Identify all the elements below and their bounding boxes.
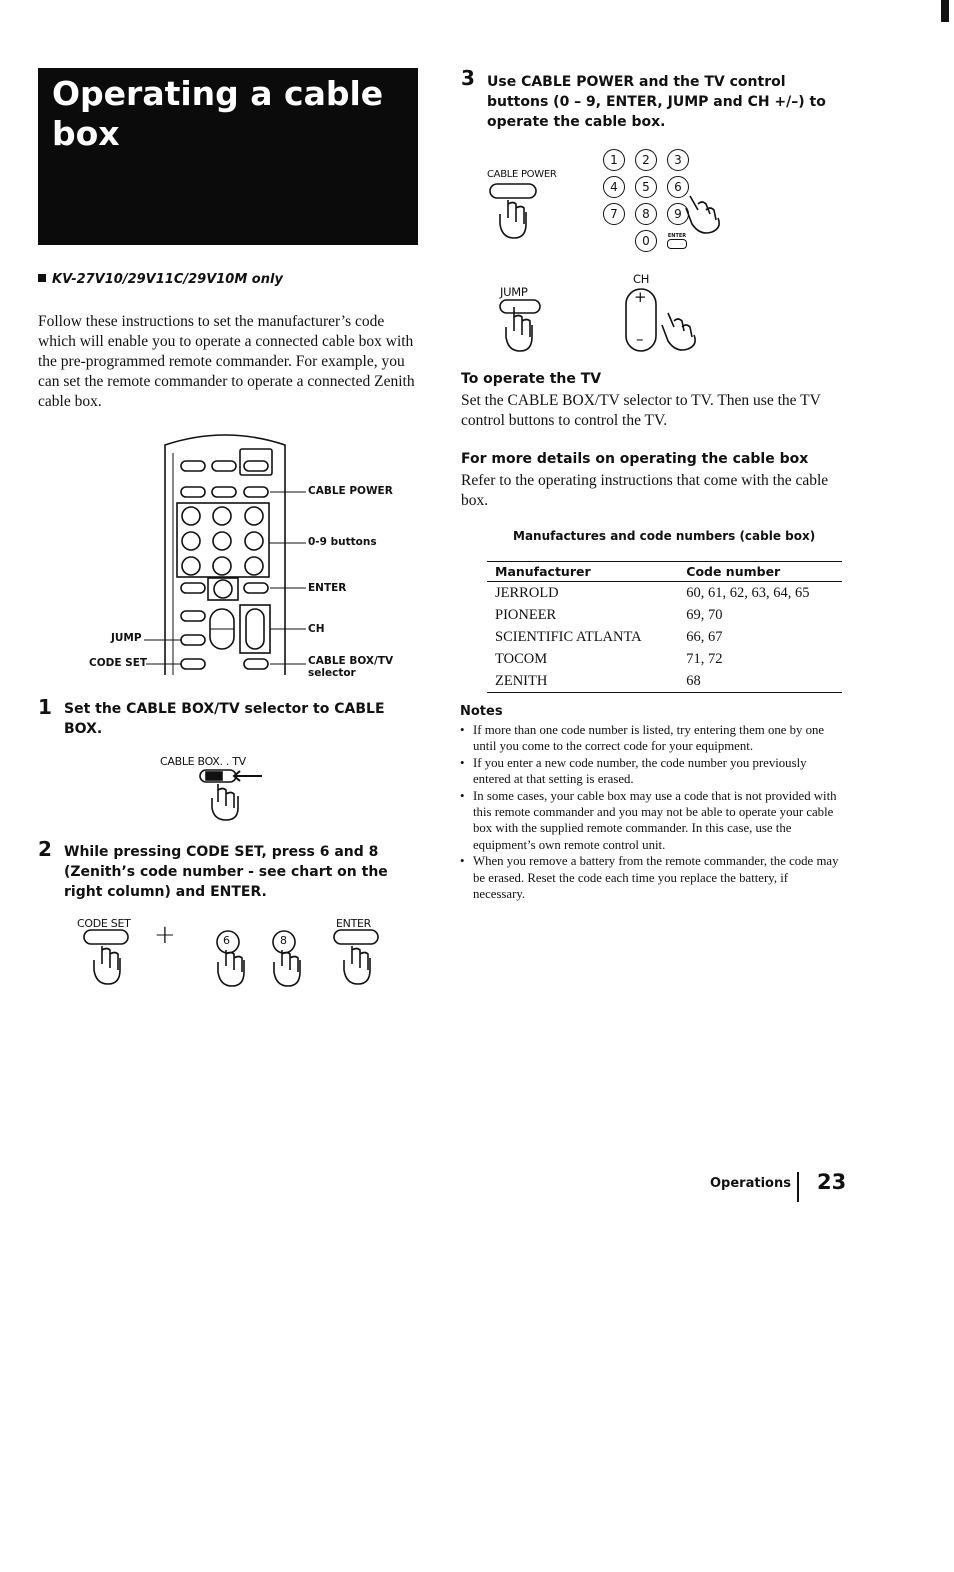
hand-icon xyxy=(274,950,300,986)
digit-1-key: 1 xyxy=(603,149,625,171)
manufacturer-cell: JERROLD xyxy=(495,584,559,601)
ch-button xyxy=(246,609,264,649)
footer-divider xyxy=(797,1172,799,1202)
table-row xyxy=(487,670,842,693)
cable-power-hand-figure xyxy=(486,180,546,240)
note-item: • If more than one code number is listed, try entering them one by one until you come to the correct code for your equipment. xyxy=(460,722,840,755)
step-2-number: 2 xyxy=(38,837,52,861)
label-code-set: CODE SET xyxy=(89,657,148,669)
step-3-text: Use CABLE POWER and the TV control buttons (0 – 9, ENTER, JUMP and CH +/–) to operate the cable box. xyxy=(487,74,826,130)
enter-key-label: ENTER xyxy=(667,233,687,239)
digit-5-key: 5 xyxy=(635,176,657,198)
remote-illustration xyxy=(80,425,420,687)
step-2-text: While pressing CODE SET, press 6 and 8 (Zenith’s code number - see chart on the right column) and ENTER. xyxy=(64,844,388,900)
label-jump: JUMP xyxy=(111,632,142,644)
digit-4-key: 4 xyxy=(603,176,625,198)
hand-icon xyxy=(218,950,244,986)
label-0-9-buttons: 0-9 buttons xyxy=(308,536,377,548)
label-selector-line1: CABLE BOX/TV xyxy=(308,655,394,667)
hand-icon xyxy=(500,200,526,238)
digit-6-figure-label: 6 xyxy=(223,934,230,947)
manufacturer-cell: PIONEER xyxy=(495,606,557,623)
jump-button xyxy=(181,635,205,645)
digit-0-key: 0 xyxy=(635,230,657,252)
step-3-ch-label: CH xyxy=(633,272,650,286)
enter-key xyxy=(667,239,687,249)
notes-heading: Notes xyxy=(460,704,503,719)
label-selector xyxy=(308,655,393,679)
notes-list xyxy=(460,722,840,902)
table-caption: Manufactures and code numbers (cable box) xyxy=(513,529,816,543)
digit-3-key: 3 xyxy=(667,149,689,171)
note-item: • In some cases, your cable box may use a code that is not provided with this remote commander and you may not be able to operate your cable box with the supplied remote commander. In this case, use the equipment’s own remote control unit. xyxy=(460,788,840,854)
code-cell: 60, 61, 62, 63, 64, 65 xyxy=(686,584,810,601)
operate-tv-text: Set the CABLE BOX/TV selector to TV. Then use the TV control buttons to control the TV. xyxy=(461,392,821,429)
hand-icon xyxy=(686,196,719,233)
code-set-button xyxy=(181,659,205,669)
edge-tab-mark xyxy=(941,0,949,22)
more-details-heading: For more details on operating the cable box xyxy=(461,451,809,467)
hand-icon xyxy=(94,946,120,984)
page-title: Operating a cable box xyxy=(52,74,384,153)
code-cell: 71, 72 xyxy=(686,650,723,667)
model-note-text: KV-27V10/29V11C/29V10M only xyxy=(52,272,283,287)
keypad-hand-figure xyxy=(680,190,726,240)
step-2-code-set-label: CODE SET xyxy=(77,917,131,930)
model-note xyxy=(38,272,283,287)
step-3-number: 3 xyxy=(461,66,475,90)
selector-switch xyxy=(244,659,268,669)
enter-button-figure xyxy=(334,930,378,944)
note-item: • If you enter a new code number, the code number you previously entered at that setting is erased. xyxy=(460,755,840,788)
label-enter: ENTER xyxy=(308,582,347,594)
step-1-figure-label: CABLE BOX. . TV xyxy=(160,755,246,768)
digit-8-figure-label: 8 xyxy=(280,934,287,947)
step-2-enter-label: ENTER xyxy=(336,917,371,930)
manufacturer-cell: ZENITH xyxy=(487,670,678,693)
step-1-number: 1 xyxy=(38,695,52,719)
footer-section-name: Operations xyxy=(710,1176,791,1191)
step-2-hands-figure xyxy=(76,928,386,988)
selector-hand-figure xyxy=(196,766,276,822)
code-table xyxy=(487,561,842,693)
code-cell: 68 xyxy=(678,670,842,693)
label-ch: CH xyxy=(308,623,325,635)
page-number: 23 xyxy=(817,1170,847,1194)
table-row xyxy=(487,648,842,670)
enter-button xyxy=(244,583,268,593)
more-details-text: Refer to the operating instructions that come with the cable box. xyxy=(461,472,829,509)
column-header-manufacturer: Manufacturer xyxy=(487,562,678,582)
table-row xyxy=(487,582,842,605)
hand-icon xyxy=(662,313,695,350)
hand-icon xyxy=(212,784,238,820)
digit-2-key: 2 xyxy=(635,149,657,171)
table-row xyxy=(487,604,842,626)
label-cable-power: CABLE POWER xyxy=(308,485,393,497)
step-1-text: Set the CABLE BOX/TV selector to CABLE BOX. xyxy=(64,701,385,737)
table-header-row xyxy=(487,562,842,582)
ch-minus-sign: – xyxy=(636,330,644,348)
operate-tv-heading: To operate the TV xyxy=(461,371,602,387)
cable-power-button xyxy=(244,487,268,497)
digit-6-key: 6 xyxy=(667,176,689,198)
hand-icon xyxy=(344,946,370,984)
step-3-jump-label: JUMP xyxy=(500,285,528,299)
label-selector-line2: selector xyxy=(308,667,356,679)
column-header-code-number: Code number xyxy=(678,562,842,582)
digit-9-key: 9 xyxy=(667,203,689,225)
code-cell: 66, 67 xyxy=(686,628,723,645)
note-item: • When you remove a battery from the remote commander, the code may be erased. Reset the code each time you replace the battery, if necessary. xyxy=(460,853,840,902)
square-bullet-icon xyxy=(38,274,46,282)
jump-hand-figure xyxy=(496,297,546,355)
manufacturer-cell: TOCOM xyxy=(495,650,548,667)
manufacturer-cell: SCIENTIFIC ATLANTA xyxy=(495,628,642,645)
step-3-cable-power-label: CABLE POWER xyxy=(487,169,557,180)
ch-plus-sign: + xyxy=(634,288,647,306)
code-set-button-figure xyxy=(84,930,128,944)
digit-8-key: 8 xyxy=(635,203,657,225)
table-row xyxy=(487,626,842,648)
code-cell: 69, 70 xyxy=(686,606,723,623)
intro-paragraph: Follow these instructions to set the manufacturer’s code which will enable you to operate a connected cable box with the pre-programmed remote commander. For example, you can set the remote commander to operate a connected Zenith cable box. xyxy=(38,313,415,410)
plus-sign: + xyxy=(154,920,176,950)
digit-7-key: 7 xyxy=(603,203,625,225)
title-banner xyxy=(38,68,418,245)
